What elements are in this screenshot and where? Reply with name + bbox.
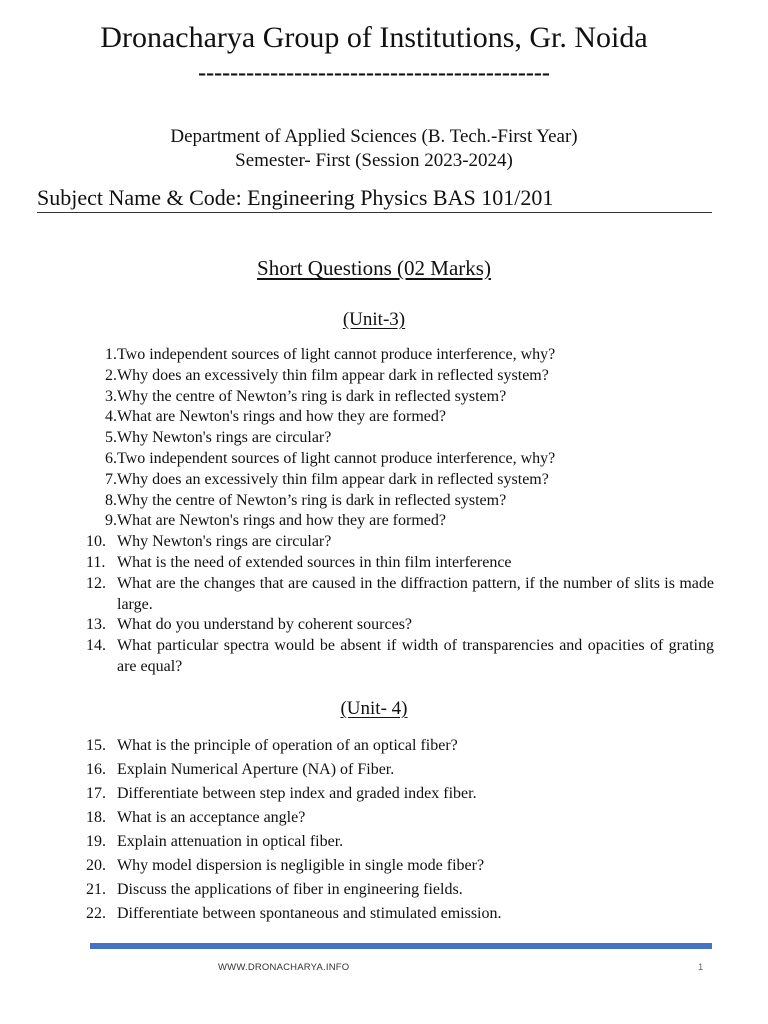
question-item [86,470,714,491]
question-text: What is an acceptance angle? [117,809,306,826]
footer-website-link[interactable]: WWW.DRONACHARYA.INFO [218,962,350,973]
question-number: 2. [105,366,117,384]
footer-divider-bar [90,943,712,949]
question-text: Differentiate between spontaneous and stimulated emission. [117,905,502,922]
question-text: Why the centre of Newton’s ring is dark in reflected system? [117,491,507,509]
question-number: 6. [105,449,117,467]
question-item [86,878,714,902]
question-number: 19. [86,833,106,850]
section-title-text: Short Questions (02 Marks) [257,256,491,280]
question-text: What do you understand by coherent sources? [117,616,413,634]
unit-3-heading [0,308,748,332]
question-item [86,491,714,512]
question-item [86,902,714,926]
institution-title: Dronacharya Group of Institutions, Gr. Noida [100,21,648,54]
question-item [86,830,714,854]
question-item [86,782,714,806]
question-item [86,574,714,616]
question-text: Explain attenuation in optical fiber. [117,833,344,850]
question-text: Why the centre of Newton’s ring is dark in reflected system? [117,387,507,405]
question-item [86,734,714,758]
question-number: 18. [86,809,106,826]
question-number: 1. [105,346,117,363]
question-number: 14. [86,637,106,655]
semester-line: Semester- First (Session 2023-2024) [235,150,513,171]
question-item [86,615,714,636]
section-title [0,254,748,282]
question-number: 3. [105,387,117,405]
question-text: Differentiate between step index and graded index fiber. [117,785,477,802]
question-text: Why does an excessively thin film appear dark in reflected system? [117,366,549,384]
question-number: 21. [86,881,106,898]
question-text: Explain Numerical Aperture (NA) of Fiber. [117,761,395,778]
question-item [86,553,714,574]
question-text: Why model dispersion is negligible in single mode fiber? [117,857,485,874]
question-item [86,366,714,387]
question-text: What particular spectra would be absent if width of transparencies and opacities of grating are equal? [117,637,714,675]
question-text: Why Newton's rings are circular? [117,429,332,447]
question-number: 20. [86,857,106,874]
question-item [86,387,714,408]
question-item [86,345,714,366]
question-number: 22. [86,905,106,922]
question-text: What is the need of extended sources in thin film interference [117,553,512,571]
question-text: What are Newton's rings and how they are formed? [117,408,446,426]
question-item [86,511,714,532]
question-number: 5. [105,429,117,447]
question-number: 13. [86,616,106,634]
unit-3-question-list [86,345,714,678]
page-number: 1 [698,962,704,973]
unit-4-heading [0,697,748,721]
unit-4-question-list [86,734,714,926]
question-item [86,532,714,553]
unit-3-heading-text: (Unit-3) [342,309,406,330]
question-number: 12. [86,574,106,592]
question-item [86,636,714,678]
question-text: What is the principle of operation of an optical fiber? [117,737,458,754]
question-number: 4. [105,408,117,426]
question-text: Two independent sources of light cannot produce interference, why? [117,449,556,467]
question-item [86,428,714,449]
question-text: Why Newton's rings are circular? [117,533,332,551]
department-line: Department of Applied Sciences (B. Tech.-First Year) [170,126,578,147]
question-number: 16. [86,761,106,778]
subject-line: Subject Name & Code: Engineering Physics BAS 101/201 [37,184,712,213]
question-number: 11. [86,553,106,571]
unit-4-heading-text: (Unit- 4) [340,698,408,719]
question-item [86,758,714,782]
question-item [86,806,714,830]
question-item [86,407,714,428]
question-number: 17. [86,785,106,802]
question-text: Two independent sources of light cannot produce interference, why? [117,346,556,363]
question-number: 7. [105,470,117,488]
question-item [86,854,714,878]
question-number: 15. [86,737,106,754]
question-item [86,449,714,470]
question-number: 10. [86,533,106,551]
question-number: 9. [105,512,117,530]
separator-line: -------------------------------------------- [198,60,550,86]
question-text: Why does an excessively thin film appear dark in reflected system? [117,470,549,488]
question-number: 8. [105,491,117,509]
question-text: Discuss the applications of fiber in engineering fields. [117,881,463,898]
question-text: What are Newton's rings and how they are formed? [117,512,446,530]
question-text: What are the changes that are caused in the diffraction pattern, if the number of slits is made large. [117,574,714,613]
